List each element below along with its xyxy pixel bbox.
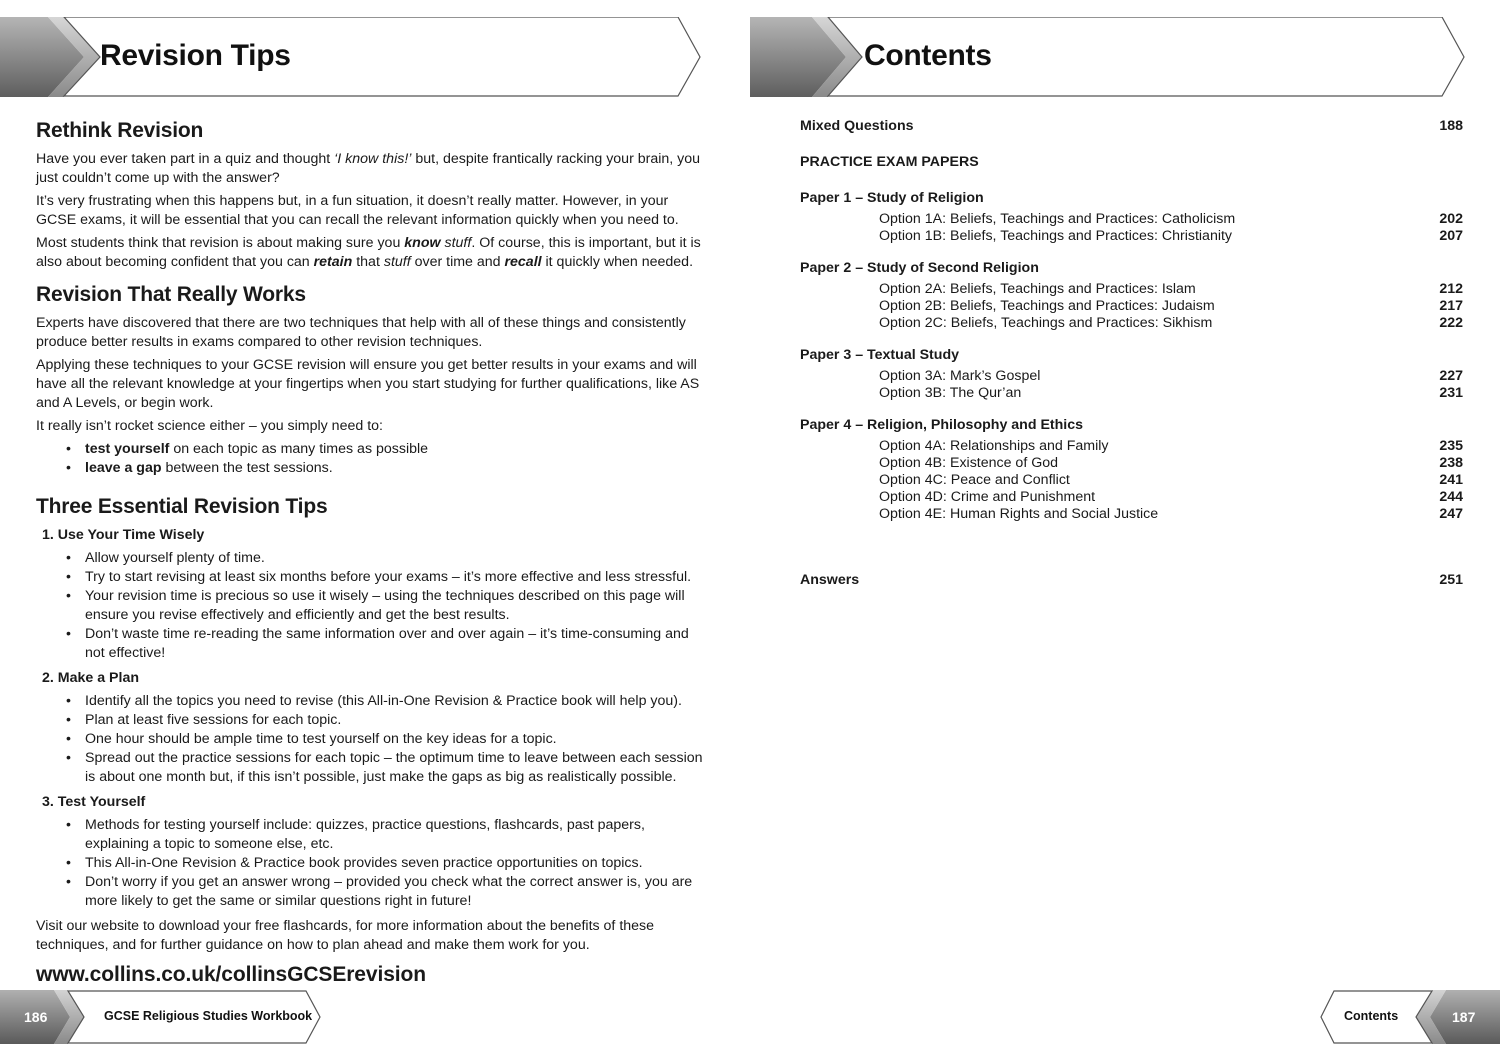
paragraph [36,234,706,272]
toc-entry[interactable] [800,368,1463,385]
text: Most students think that revision is about making sure you [36,235,405,251]
toc-page-number: 247 [1439,506,1463,522]
bold-text: test yourself [85,441,170,457]
website-link[interactable]: www.collins.co.uk/collinsGCSErevision [36,963,426,986]
toc-page-number: 217 [1439,298,1463,314]
toc-entry[interactable] [800,438,1463,455]
toc-label: Mixed Questions [800,118,914,134]
toc-label: Option 4C: Peace and Conflict [879,472,1070,488]
toc-heading-paper2 [800,260,1463,277]
toc-label: Option 3B: The Qur’an [879,385,1022,401]
toc-page-number: 188 [1439,118,1463,134]
list-item: • Identify all the topics you need to revise (this All-in-One Revision & Practice book will help you). [85,692,706,711]
bold-text: leave a gap [85,460,162,476]
text: Have you ever taken part in a quiz and thought [36,151,335,167]
toc-heading-practice [800,154,1463,171]
paragraph [36,150,706,188]
paragraph: It’s very frustrating when this happens but, in a fun situation, it doesn’t really matter. However, in your GCSE exams, it will be essential that you can recall the relevant information quickly when you need to. [36,193,679,228]
quote-text: ‘I know this!’ [334,151,412,167]
table-of-contents [800,118,1463,589]
header-banner [0,17,702,97]
toc-page-number: 222 [1439,315,1463,331]
closing-paragraph: Visit our website to download your free flashcards, for more information about the benefits of these techniques, and for further guidance on how to plan ahead and make them work for you. [36,918,655,953]
paragraph: It really isn’t rocket science either – you simply need to: [36,418,383,434]
text: but, despite frantically racking your brain, you just couldn’t come up with the answer? [36,151,701,186]
toc-entry[interactable] [800,385,1463,402]
toc-label: Option 3A: Mark’s Gospel [879,368,1041,384]
emphasis-retain: retain [313,254,353,270]
section-label: Contents [1344,1009,1399,1023]
toc-label: Option 4D: Crime and Punishment [879,489,1096,505]
toc-label: Paper 2 – Study of Second Religion [800,260,1039,276]
toc-label: Paper 3 – Textual Study [800,347,960,363]
toc-page-number: 235 [1439,438,1463,454]
page-number: 186 [24,1009,48,1025]
toc-entry[interactable] [800,489,1463,506]
toc-heading-paper4 [800,417,1463,434]
list-item: • This All-in-One Revision & Practice book provides seven practice opportunities on topics. [85,854,706,873]
text: between the test sessions. [161,460,333,476]
header-banner [750,17,1466,97]
toc-label: Option 4E: Human Rights and Social Justice [879,506,1159,522]
list-item: • Don’t waste time re-reading the same information over and over again – it’s time-consuming and not effective! [85,625,706,663]
text: it quickly when needed. [541,254,694,270]
toc-label: Option 2C: Beliefs, Teachings and Practices: Sikhism [879,315,1213,331]
toc-page-number: 202 [1439,211,1463,227]
tip-heading-3: 3. Test Yourself [42,794,146,810]
toc-entry[interactable] [800,315,1463,332]
header-banner-shape [750,17,1466,97]
list-item: • One hour should be ample time to test yourself on the key ideas for a topic. [85,730,706,749]
bullet-list [36,549,706,663]
toc-entry[interactable] [800,472,1463,489]
toc-label: Option 4A: Relationships and Family [879,438,1109,454]
toc-heading-paper3 [800,347,1463,364]
toc-entry[interactable] [800,228,1463,245]
bullet-list [36,440,706,478]
footer [0,990,322,1044]
toc-entry[interactable] [800,455,1463,472]
text: . Of course, this is important, but it is also about becoming confident that you can [36,235,701,270]
page-number: 187 [1452,1009,1476,1025]
emphasis-know: know [404,235,441,251]
toc-label: Paper 4 – Religion, Philosophy and Ethics [800,417,1084,433]
list-item [85,440,706,459]
toc-entry[interactable] [800,506,1463,523]
toc-heading-paper1 [800,190,1463,207]
tip-heading-2: 2. Make a Plan [42,670,139,686]
toc-label: Option 2B: Beliefs, Teachings and Practices: Judaism [879,298,1215,314]
list-item: • Your revision time is precious so use it wisely – using the techniques described on this page will ensure you revise effectively and efficiently and get the best results. [85,587,706,625]
toc-page-number: 238 [1439,455,1463,471]
page-title: Contents [864,39,992,72]
section-heading-tips: Three Essential Revision Tips [36,495,328,518]
toc-page-number: 207 [1439,228,1463,244]
toc-entry[interactable] [800,298,1463,315]
paragraph: Applying these techniques to your GCSE revision will ensure you get better results in your exams and will have all the relevant knowledge at your fingertips when you start studying for further qualifications, like AS and A Levels, or begin work. [36,357,700,411]
toc-entry-mixed[interactable] [800,118,1463,135]
toc-label: Option 2A: Beliefs, Teachings and Practices: Islam [879,281,1196,297]
toc-entry[interactable] [800,281,1463,298]
list-item: • Don’t worry if you get an answer wrong – provided you check what the correct answer is, you are more likely to get the same or similar questions right in future! [85,873,706,911]
bullet-list [36,816,706,911]
toc-page-number: 251 [1439,572,1463,588]
section-heading-rethink: Rethink Revision [36,119,204,142]
toc-label: Option 1A: Beliefs, Teachings and Practices: Catholicism [879,211,1236,227]
footer [1320,990,1500,1044]
book-title: GCSE Religious Studies Workbook [104,1009,313,1023]
text: on each topic as many times as possible [169,441,429,457]
paragraph: Experts have discovered that there are two techniques that help with all of these things and consistently produce better results in exams compared to other revision techniques. [36,315,686,350]
toc-page-number: 241 [1439,472,1463,488]
bullet-list [36,692,706,787]
text: over time and [410,254,505,270]
emphasis-stuff: stuff [444,235,472,251]
toc-label: Answers [800,572,860,588]
list-item: • Try to start revising at least six months before your exams – it’s more effective and less stressful. [85,568,706,587]
toc-label: Paper 1 – Study of Religion [800,190,984,206]
toc-page-number: 227 [1439,368,1463,384]
list-item: • Spread out the practice sessions for each topic – the optimum time to leave between each session is about one month but, if this isn’t possible, just make the gaps as big as realistically possible. [85,749,706,787]
section-heading-works: Revision That Really Works [36,283,306,306]
list-item: • Plan at least five sessions for each topic. [85,711,706,730]
toc-label: Option 4B: Existence of God [879,455,1059,471]
text: that [352,254,384,270]
toc-page-number: 244 [1439,489,1463,505]
toc-label: Option 1B: Beliefs, Teachings and Practices: Christianity [879,228,1233,244]
emphasis-stuff: stuff [383,254,411,270]
right-page [750,0,1500,1061]
revision-tips-content [36,118,706,984]
toc-label: PRACTICE EXAM PAPERS [800,154,979,170]
toc-entry-answers[interactable] [800,572,1463,589]
toc-page-number: 231 [1439,385,1463,401]
emphasis-recall: recall [504,254,542,270]
list-item [85,459,706,478]
toc-entry[interactable] [800,211,1463,228]
toc-page-number: 212 [1439,281,1463,297]
tip-heading-1: 1. Use Your Time Wisely [42,527,205,543]
list-item: • Methods for testing yourself include: quizzes, practice questions, flashcards, past papers, explaining a topic to someone else, etc. [85,816,706,854]
list-item: • Allow yourself plenty of time. [85,549,706,568]
page-title: Revision Tips [100,39,291,72]
